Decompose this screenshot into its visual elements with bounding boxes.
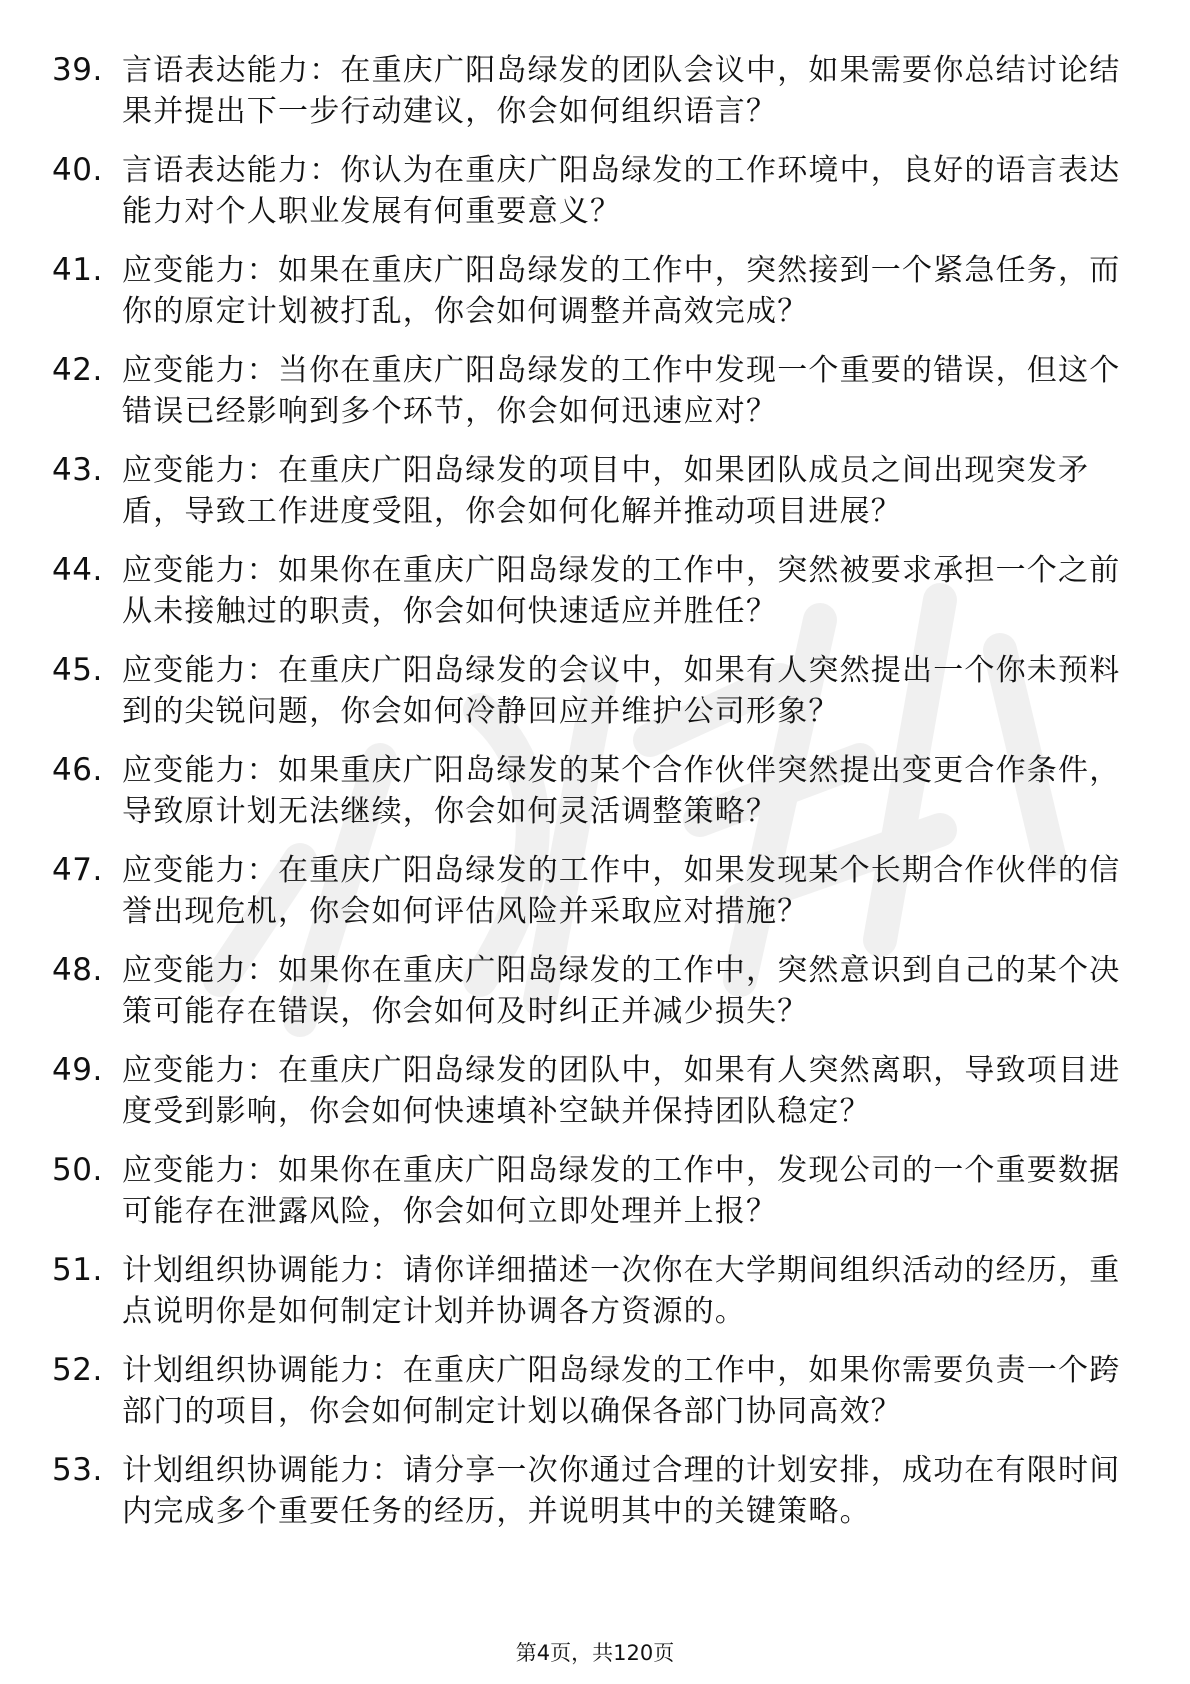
question-number: 39.: [52, 52, 103, 88]
question-item: [52, 1050, 1132, 1132]
question-text: 应变能力：如果你在重庆广阳岛绿发的工作中，发现公司的一个重要数据可能存在泄露风险，你会如何立即处理并上报？: [122, 1153, 1121, 1229]
question-item: [52, 350, 1132, 432]
question-number: 53.: [52, 1452, 103, 1488]
question-item: [52, 750, 1132, 832]
question-item: [52, 250, 1132, 332]
question-item: [52, 950, 1132, 1032]
question-text: 应变能力：当你在重庆广阳岛绿发的工作中发现一个重要的错误，但这个错误已经影响到多个环节，你会如何迅速应对？: [122, 353, 1121, 429]
question-number: 49.: [52, 1052, 103, 1088]
question-number: 48.: [52, 952, 103, 988]
question-item: [52, 1350, 1132, 1432]
question-text: 应变能力：如果在重庆广阳岛绿发的工作中，突然接到一个紧急任务，而你的原定计划被打乱，你会如何调整并高效完成？: [122, 253, 1121, 329]
question-text: 应变能力：在重庆广阳岛绿发的工作中，如果发现某个长期合作伙伴的信誉出现危机，你会如何评估风险并采取应对措施？: [122, 853, 1121, 929]
question-item: [52, 1250, 1132, 1332]
question-item: [52, 650, 1132, 732]
question-list: [52, 50, 1132, 1550]
question-text: 言语表达能力：在重庆广阳岛绿发的团队会议中，如果需要你总结讨论结果并提出下一步行动建议，你会如何组织语言？: [122, 53, 1121, 129]
question-item: [52, 550, 1132, 632]
question-number: 43.: [52, 452, 103, 488]
question-text: 应变能力：如果重庆广阳岛绿发的某个合作伙伴突然提出变更合作条件，导致原计划无法继续，你会如何灵活调整策略？: [122, 753, 1121, 829]
question-number: 40.: [52, 152, 103, 188]
question-item: [52, 1150, 1132, 1232]
page-footer: 第4页，共120页: [515, 1641, 675, 1665]
question-item: [52, 450, 1132, 532]
question-number: 46.: [52, 752, 103, 788]
question-number: 51.: [52, 1252, 103, 1288]
question-item: [52, 1450, 1132, 1532]
question-item: [52, 150, 1132, 232]
question-text: 应变能力：在重庆广阳岛绿发的团队中，如果有人突然离职，导致项目进度受到影响，你会如何快速填补空缺并保持团队稳定？: [122, 1053, 1121, 1129]
question-number: 52.: [52, 1352, 103, 1388]
question-number: 45.: [52, 652, 103, 688]
question-number: 50.: [52, 1152, 103, 1188]
question-text: 计划组织协调能力：请你详细描述一次你在大学期间组织活动的经历，重点说明你是如何制定计划并协调各方资源的。: [122, 1253, 1121, 1329]
question-text: 应变能力：在重庆广阳岛绿发的项目中，如果团队成员之间出现突发矛盾，导致工作进度受阻，你会如何化解并推动项目进展？: [122, 453, 1090, 529]
question-number: 41.: [52, 252, 103, 288]
question-text: 应变能力：在重庆广阳岛绿发的会议中，如果有人突然提出一个你未预料到的尖锐问题，你会如何冷静回应并维护公司形象？: [122, 653, 1121, 729]
question-number: 42.: [52, 352, 103, 388]
question-text: 言语表达能力：你认为在重庆广阳岛绿发的工作环境中，良好的语言表达能力对个人职业发展有何重要意义？: [122, 153, 1121, 229]
question-text: 计划组织协调能力：请分享一次你通过合理的计划安排，成功在有限时间内完成多个重要任务的经历，并说明其中的关键策略。: [122, 1453, 1121, 1529]
question-number: 47.: [52, 852, 103, 888]
question-text: 计划组织协调能力：在重庆广阳岛绿发的工作中，如果你需要负责一个跨部门的项目，你会如何制定计划以确保各部门协同高效？: [122, 1353, 1121, 1429]
question-number: 44.: [52, 552, 103, 588]
question-item: [52, 850, 1132, 932]
question-text: 应变能力：如果你在重庆广阳岛绿发的工作中，突然意识到自己的某个决策可能存在错误，你会如何及时纠正并减少损失？: [122, 953, 1121, 1029]
question-item: [52, 50, 1132, 132]
question-text: 应变能力：如果你在重庆广阳岛绿发的工作中，突然被要求承担一个之前从未接触过的职责，你会如何快速适应并胜任？: [122, 553, 1121, 629]
